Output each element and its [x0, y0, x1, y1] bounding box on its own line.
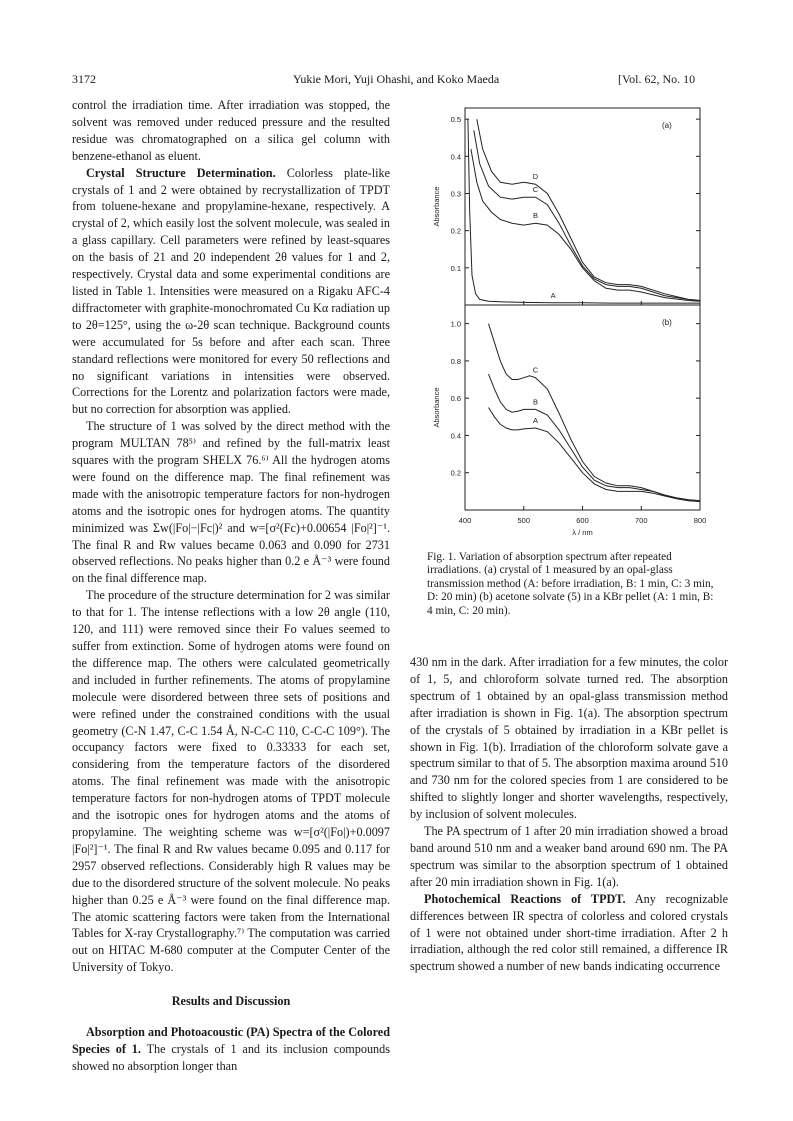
run-in-heading: Photochemical Reactions of TPDT.	[424, 891, 626, 906]
paragraph-text: The crystals of 1 and its inclusion compounds showed no absorption longer than	[72, 1041, 390, 1073]
series-line-B	[489, 374, 701, 501]
panel-label: (b)	[662, 318, 672, 327]
x-tick-label: 700	[634, 516, 648, 525]
y-tick-label: 0.4	[450, 152, 461, 162]
series-line-C	[474, 130, 700, 300]
series-label: C	[532, 365, 539, 375]
paragraph: The procedure of the structure determination for 2 was similar to that for 1. The intense reflections with a low 2θ angle (110, 120, and 111) were removed since their Fo values seemed to suffer from extinction. Some of hydrogen atoms were found on the difference map. The others were calculated geometrically and included in further refinements. The atoms of propylamine molecule were disordered between three sets of positions and were refined under the constrained conditions with the usual geometry (C-N 1.47, C-C 1.54 Å, N-C-C 110, C-C-C 109°). The occupancy factors were fixed to 0.33333 for each set, considering from the temperature factors of the disordered atoms. The final refinement was made with the anisotropic temperature factors for non-hydrogen atoms of TPDT molecule and the isotropic ones for hydrogen atoms and the atoms of propylamine. The weighting scheme was w=[σ²(|Fo|)+0.0097 |Fo|²]⁻¹. The final R and Rw values became 0.095 and 0.117 for 2957 observed reflections. Considerably high R values may be due to the disordered structure of the solvent molecule. No peaks higher than 0.25 e Å⁻³ were found on the final difference map. The atomic scattering factors were taken from the International Tables for X-ray Crystallography.⁷⁾ The computation was carried out on HITAC M-680 computer at the Computer Center of the University of Tokyo.	[72, 588, 390, 975]
paragraph-text: Colorless plate-like crystals of 1 and 2 were obtained by recrystallization of TPDT from toluene-hexane and propylamine-hexane, respectively. A crystal of 2, which easily lost the solvent molecule, was sealed in a glass capillary. Cell parameters were refined by least-squares on the basis of 21 and 20 independent 2θ values for 1 and 2, respectively. Crystal data and some experimental conditions are listed in Table 1. Intensities were measured on a Rigaku AFC-4 diffractometer with graphite-monochromated Cu Kα radiation up to 2θ=125°, using the ω-2θ scan technique. Background counts were accumulated for 5s before and after each scan. Three standard reflections were monitored for every 50 reflections and no significant variations in intensities were observed. Corrections for the Lorentz and polarization factors were made, but no correction for absorption was applied.	[72, 165, 390, 417]
caption-text: Variation of absorption spectrum after repeated irradiations. (a) crystal of 1 measured by an opal-glass transmission method (A: before irradiation, B: 1 min, C: 3 min, D: 20 min) (b) acetone solvate (5) in a KBr pellet (A: 1 min, B: 4 min, C: 20 min).	[427, 551, 714, 617]
series-line-D	[477, 119, 700, 300]
paragraph	[410, 891, 728, 976]
y-tick-label: 0.4	[450, 431, 461, 441]
series-line-C	[489, 324, 701, 501]
panel-label: (a)	[662, 121, 672, 130]
paragraph	[72, 165, 390, 419]
y-tick-label: 1.0	[450, 319, 461, 329]
run-in-heading: Crystal Structure Determination.	[86, 165, 276, 180]
y-tick-label: 0.1	[450, 263, 461, 273]
series-line-A	[468, 119, 700, 303]
figure-caption	[427, 551, 719, 618]
x-tick-label: 400	[458, 516, 472, 525]
figure-1	[420, 100, 720, 550]
series-line-B	[471, 149, 700, 301]
y-tick-label: 0.2	[450, 226, 461, 236]
x-tick-label: 600	[576, 516, 589, 525]
run-in-heading: Absorption and Photoacoustic (PA) Spectra of the Colored Species of 1.	[72, 1025, 390, 1056]
x-tick-label: 800	[693, 516, 707, 525]
series-label: B	[532, 211, 539, 221]
series-label: B	[532, 397, 539, 407]
paragraph: control the irradiation time. After irradiation was stopped, the solvent was removed under reduced pressure and the resulted residue was chromatographed on a silica gel column with benzene-ethanol as eluent.	[72, 98, 390, 163]
series-line-A	[489, 408, 701, 502]
right-column	[410, 654, 728, 975]
y-tick-label: 0.2	[450, 468, 461, 478]
plot-frame	[465, 108, 700, 305]
running-head-authors: Yukie Mori, Yuji Ohashi, and Koko Maeda	[293, 72, 500, 86]
section-heading: Results and Discussion	[171, 994, 291, 1009]
page-number: 3172	[72, 72, 96, 86]
series-label: A	[532, 416, 539, 425]
y-tick-label: 0.8	[450, 356, 461, 366]
y-axis-label: Absorbance	[432, 387, 441, 428]
y-tick-label: 0.6	[450, 394, 461, 404]
y-tick-label: 0.5	[450, 115, 461, 125]
series-label: C	[532, 185, 539, 195]
paragraph: The structure of 1 was solved by the direct method with the program MULTAN 78⁵⁾ and refined by the full-matrix least squares with the program SHELX 76.⁶⁾ All the hydrogen atoms were found on the difference map. The final refinement was made with the anisotropic temperature factors for non-hydrogen atoms and the isotropic ones for hydrogen atoms. The quantity minimized was Σw(|Fo|−|Fc|)² and w=[σ²(Fc)+0.00654 |Fo|²]⁻¹. The final R and Rw values became 0.063 and 0.090 for 2731 observed reflections. No peaks higher than 0.2 e Å⁻³ were found on the final difference map.	[72, 419, 390, 586]
series-label: D	[532, 172, 539, 182]
y-tick-label: 0.3	[450, 189, 461, 199]
left-column	[72, 97, 390, 1075]
y-axis-label: Absorbance	[432, 186, 441, 227]
series-label: A	[550, 290, 556, 300]
caption-label: Fig. 1.	[427, 551, 457, 563]
x-axis-label: λ / nm	[572, 528, 593, 537]
paragraph-text: Any recognizable differences between IR spectra of colorless and colored crystals of 1 were not obtained under short-time irradiation. After 2 h irradiation, although the red color still remained, a difference IR spectrum showed a number of new bands indicating occurrence	[410, 891, 728, 974]
absorption-spectra-chart	[420, 100, 720, 545]
running-head-volume: [Vol. 62, No. 10	[618, 72, 696, 86]
paragraph	[72, 1024, 390, 1075]
x-tick-label: 500	[517, 516, 531, 525]
paragraph: 430 nm in the dark. After irradiation for a few minutes, the color of 1, 5, and chloroform solvate turned red. The absorption spectrum of 1 obtained by an opal-glass transmission method after irradiation is shown in Fig. 1(a). The absorption spectrum of the crystals of 5 obtained by irradiation in a KBr pellet is shown in Fig. 1(b). Irradiation of the chloroform solvate gave a spectrum similar to that of 5. The absorption maxima around 510 and 730 nm for the colored species from 1 are considered to be shifted to slightly longer and shorter wavelengths, respectively, by inclusion of solvent molecules.	[410, 655, 728, 822]
paragraph: The PA spectrum of 1 after 20 min irradiation showed a broad band around 510 nm and a weaker band around 690 nm. The PA spectrum was similar to the absorption spectrum of 1 obtained after 20 min irradiation shown in Fig. 1(a).	[410, 824, 728, 889]
plot-frame	[465, 305, 700, 510]
